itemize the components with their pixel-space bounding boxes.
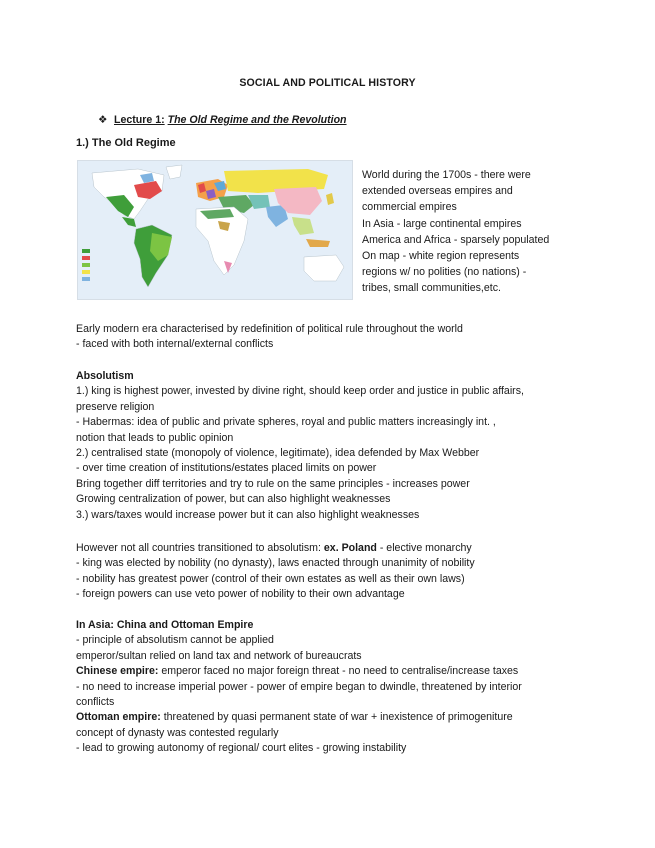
ottoman-empire-text: threatened by quasi permanent state of war + inexistence of primogeniture xyxy=(160,711,513,724)
intro-paragraph xyxy=(76,322,596,353)
poland-lead: However not all countries transitioned to absolutism: xyxy=(76,542,324,554)
map-note-line: regions w/ no polities (no nations) - xyxy=(362,266,527,279)
ottoman-empire-line xyxy=(76,710,596,725)
absolutism-line: 1.) king is highest power, invested by divine right, should keep order and justice in public affairs, xyxy=(76,385,524,398)
absolutism-line: preserve religion xyxy=(76,400,155,413)
map-notes xyxy=(362,167,592,297)
absolutism-line: 2.) centralised state (monopoly of violence, legitimate), idea defended by Max Webber xyxy=(76,447,480,460)
poland-line: - nobility has greatest power (control of their own estates as well as their own laws) xyxy=(76,572,465,585)
lecture-heading xyxy=(98,113,347,128)
section-heading-old-regime: 1.) The Old Regime xyxy=(76,137,176,149)
map-note-line: commercial empires xyxy=(362,201,457,214)
chinese-line: conflicts xyxy=(76,696,115,709)
chinese-empire-line xyxy=(76,664,596,679)
poland-example: ex. Poland xyxy=(323,542,377,554)
asia-heading: In Asia: China and Ottoman Empire xyxy=(76,619,254,631)
ottoman-empire-label: Ottoman empire: xyxy=(76,711,161,724)
lecture-name: The Old Regime and the Revolution xyxy=(167,114,347,126)
absolutism-line: notion that leads to public opinion xyxy=(76,431,234,444)
absolutism-section xyxy=(76,369,596,523)
absolutism-line: 3.) wars/taxes would increase power but it can also highlight weaknesses xyxy=(76,508,420,521)
asia-line: emperor/sultan relied on land tax and network of bureaucrats xyxy=(76,649,362,662)
ottoman-line: - lead to growing autonomy of regional/ court elites - growing instability xyxy=(76,742,407,755)
intro-line: - faced with both internal/external conflicts xyxy=(76,338,274,351)
diamond-bullet-icon: ❖ xyxy=(98,114,108,126)
chinese-empire-text: emperor faced no major foreign threat - no need to centralise/increase taxes xyxy=(158,665,519,678)
poland-lead-line xyxy=(76,541,596,556)
world-map-1700s-image xyxy=(77,160,353,300)
map-note-line: tribes, small communities,etc. xyxy=(362,282,501,295)
map-note-line: World during the 1700s - there were xyxy=(362,169,531,181)
absolutism-line: - Habermas: idea of public and private spheres, royal and public matters increasingly int. , xyxy=(76,416,496,429)
absolutism-line: Growing centralization of power, but can also highlight weaknesses xyxy=(76,493,391,506)
poland-section xyxy=(76,541,596,603)
intro-line: Early modern era characterised by redefinition of political rule throughout the world xyxy=(76,323,463,335)
map-note-line: On map - white region represents xyxy=(362,250,520,263)
absolutism-line: - over time creation of institutions/estates placed limits on power xyxy=(76,462,377,475)
map-note-line: In Asia - large continental empires xyxy=(362,217,522,230)
asia-line: - principle of absolutism cannot be applied xyxy=(76,634,274,647)
poland-line: - king was elected by nobility (no dynasty), laws enacted through unanimity of nobility xyxy=(76,557,475,570)
poland-line: - foreign powers can use veto power of nobility to their own advantage xyxy=(76,588,405,601)
map-note-line: America and Africa - sparsely populated xyxy=(362,233,550,246)
poland-rest: - elective monarchy xyxy=(376,542,472,554)
chinese-empire-label: Chinese empire: xyxy=(76,665,159,678)
world-map-svg xyxy=(78,161,352,299)
document-title: SOCIAL AND POLITICAL HISTORY xyxy=(239,77,416,89)
asia-section xyxy=(76,618,596,757)
map-note-line: extended overseas empires and xyxy=(362,185,513,198)
ottoman-line: concept of dynasty was contested regularly xyxy=(76,726,279,739)
lecture-label: Lecture 1: xyxy=(114,114,165,126)
absolutism-heading: Absolutism xyxy=(76,370,134,382)
absolutism-line: Bring together diff territories and try to rule on the same principles - increases power xyxy=(76,477,470,490)
chinese-line: - no need to increase imperial power - power of empire began to dwindle, threatened by interior xyxy=(76,680,522,693)
